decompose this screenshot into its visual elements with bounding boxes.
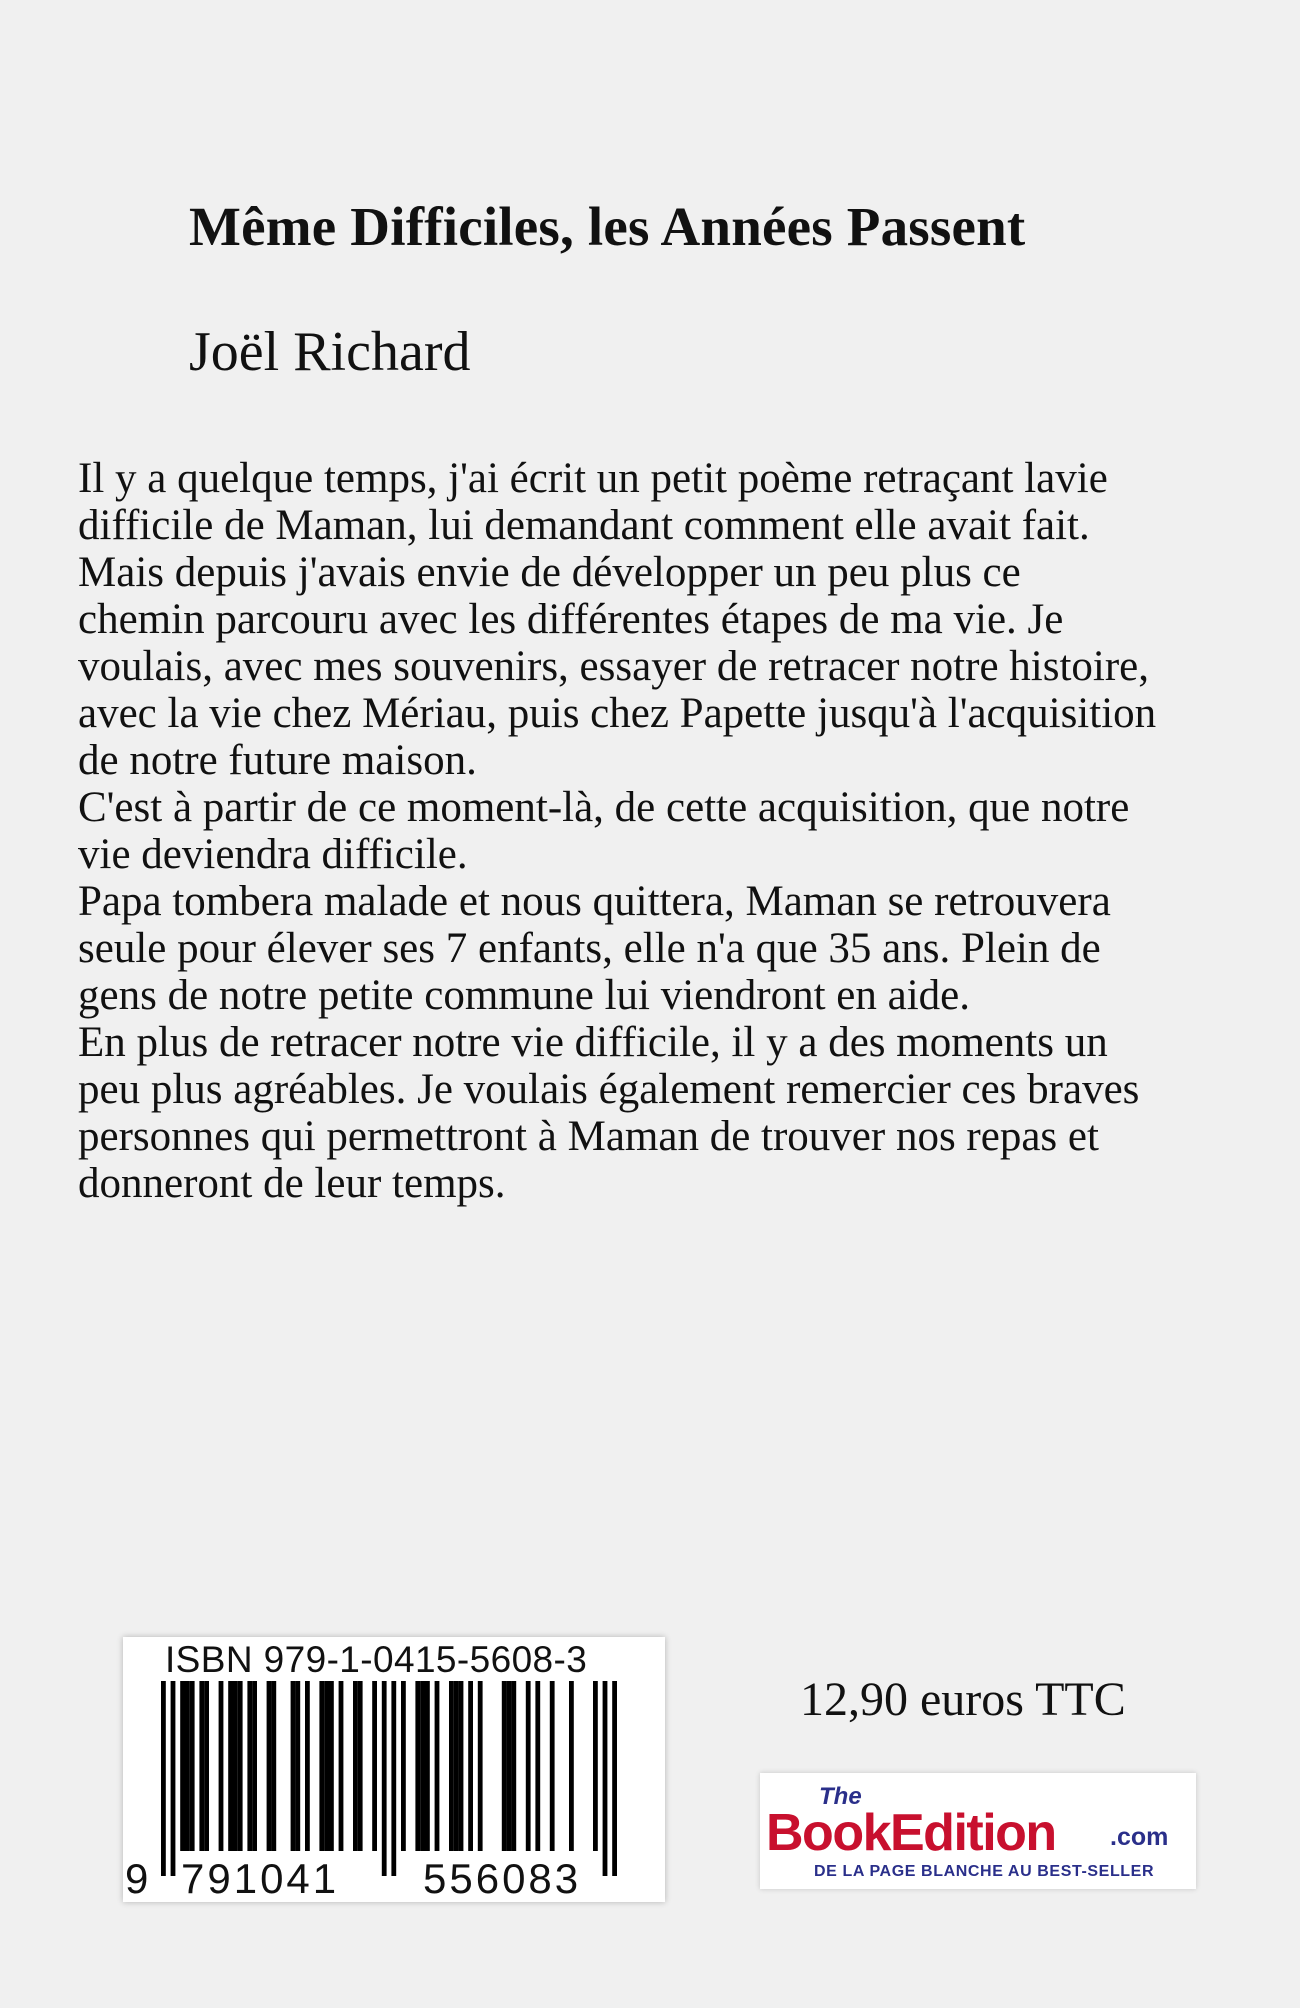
barcode-bar <box>319 1681 324 1851</box>
isbn-barcode <box>123 1637 665 1902</box>
barcode-bar <box>478 1681 483 1851</box>
barcode-bar <box>190 1681 195 1851</box>
barcode-bar <box>401 1681 406 1851</box>
barcode-bar <box>199 1681 204 1851</box>
back-cover-blurb <box>78 455 1278 1207</box>
barcode-bar <box>291 1681 296 1851</box>
barcode-bar <box>449 1681 454 1851</box>
barcode-digits-right: 556083 <box>423 1855 582 1902</box>
barcode-bar <box>535 1681 540 1851</box>
blurb-line: donneront de leur temps. <box>78 1160 506 1207</box>
barcode-bar <box>358 1681 363 1851</box>
barcode-digit-first: 9 <box>125 1855 152 1902</box>
barcode-bar <box>247 1681 252 1851</box>
blurb-line: Mais depuis j'avais envie de développer un peu plus ce <box>78 549 1021 596</box>
barcode-bar <box>420 1681 425 1851</box>
barcode-digits-left: 791041 <box>181 1855 340 1902</box>
barcode-bar <box>550 1681 555 1851</box>
book-title: Même Difficiles, les Années Passent <box>189 196 1026 257</box>
barcode-bar <box>612 1681 617 1876</box>
blurb-line: avec la vie chez Mériau, puis chez Papette jusqu'à l'acquisition <box>78 690 1157 737</box>
blurb-line: vie deviendra difficile. <box>78 831 468 878</box>
barcode-bar <box>372 1681 377 1851</box>
barcode-bar <box>459 1681 464 1851</box>
barcode-bar <box>526 1681 531 1851</box>
barcode-bar <box>305 1681 310 1851</box>
barcode-bar <box>161 1681 166 1876</box>
blurb-line: Il y a quelque temps, j'ai écrit un petit poème retraçant lavie <box>78 455 1108 502</box>
logo-the: The <box>819 1783 862 1810</box>
blurb-line: seule pour élever ses 7 enfants, elle n'a que 35 ans. Plein de <box>78 925 1101 972</box>
blurb-line: C'est à partir de ce moment-là, de cette acquisition, que notre <box>78 784 1130 831</box>
barcode-bar <box>569 1681 574 1851</box>
blurb-line: chemin parcouru avec les différentes étapes de ma vie. Je <box>78 596 1064 643</box>
blurb-line: Papa tombera malade et nous quittera, Maman se retrouvera <box>78 878 1111 925</box>
barcode-bar <box>382 1681 387 1876</box>
blurb-line: de notre future maison. <box>78 737 477 784</box>
barcode-bar <box>507 1681 512 1851</box>
barcode-bar <box>324 1681 329 1851</box>
isbn-label: ISBN 979-1-0415-5608-3 <box>165 1639 588 1680</box>
barcode-bar <box>329 1681 334 1851</box>
barcode-digits <box>123 1855 665 1900</box>
blurb-line: difficile de Maman, lui demandant comment elle avait fait. <box>78 502 1090 549</box>
book-author: Joël Richard <box>189 321 471 383</box>
barcode-bar <box>454 1681 459 1851</box>
blurb-line: voulais, avec mes souvenirs, essayer de retracer notre histoire, <box>78 643 1150 690</box>
blurb-line: gens de notre petite commune lui viendront en aide. <box>78 972 970 1019</box>
logo-domain: .com <box>1110 1823 1169 1851</box>
barcode-bar <box>180 1681 185 1851</box>
blurb-line: En plus de retracer notre vie difficile, il y a des moments un <box>78 1019 1108 1066</box>
barcode-bar <box>271 1681 276 1851</box>
barcode-bar <box>267 1681 272 1851</box>
blurb-line: peu plus agréables. Je voulais également remercier ces braves <box>78 1066 1140 1113</box>
barcode-bar <box>415 1681 420 1851</box>
barcode-bar <box>238 1681 243 1851</box>
barcode-bar <box>502 1681 507 1851</box>
logo-tagline: DE LA PAGE BLANCHE AU BEST-SELLER <box>814 1863 1155 1880</box>
barcode-bar <box>219 1681 224 1851</box>
barcode-bar <box>171 1681 176 1876</box>
barcode-bar <box>603 1681 608 1876</box>
barcode-bar <box>228 1681 233 1851</box>
barcode-bar <box>511 1681 516 1851</box>
barcode-bar <box>391 1681 396 1876</box>
barcode-bar <box>593 1681 598 1851</box>
barcode-bar <box>435 1681 440 1851</box>
barcode-bar <box>185 1681 190 1851</box>
barcode-bar <box>204 1681 209 1851</box>
barcode-bar <box>295 1681 300 1851</box>
barcode-bar <box>233 1681 238 1851</box>
barcode-bar <box>353 1681 358 1851</box>
barcode-bar <box>252 1681 257 1851</box>
barcode-bar <box>425 1681 430 1851</box>
price: 12,90 euros TTC <box>800 1673 1126 1726</box>
publisher-logo <box>760 1773 1196 1889</box>
blurb-line: personnes qui permettront à Maman de trouver nos repas et <box>78 1113 1099 1160</box>
logo-brand-name: BookEdition <box>766 1804 1056 1862</box>
barcode-bar <box>339 1681 344 1851</box>
barcode-bar <box>468 1681 473 1851</box>
